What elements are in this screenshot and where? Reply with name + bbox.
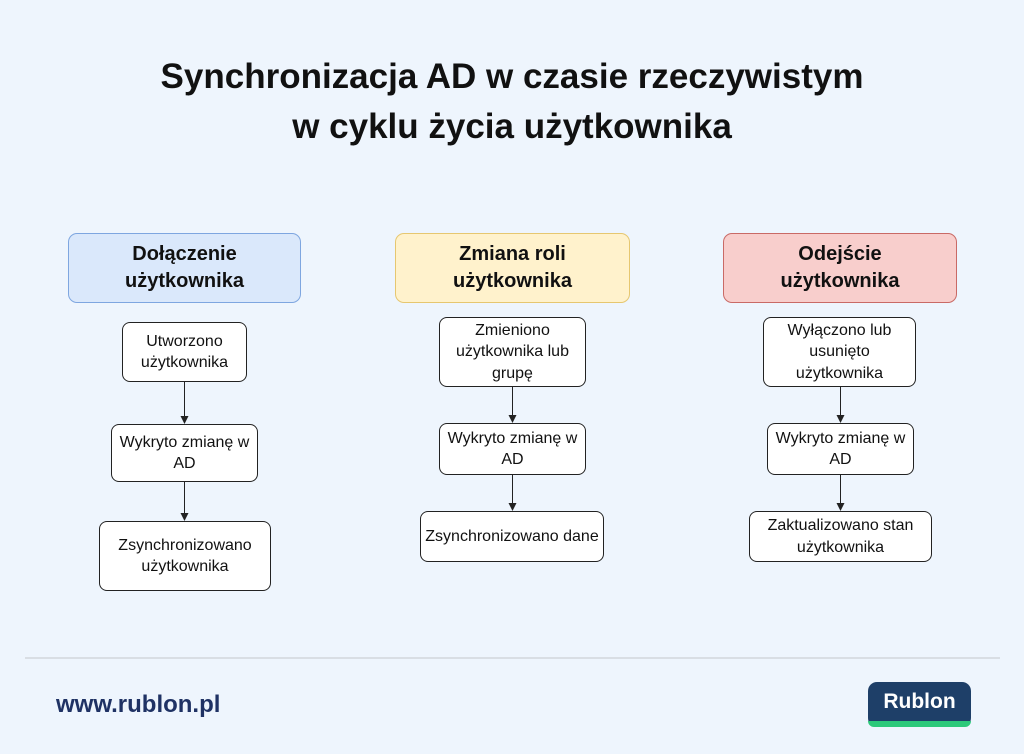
leave-step-detected: Wykryto zmianę w AD xyxy=(767,423,914,475)
role-step-changed: Zmieniono użytkownika lub grupę xyxy=(439,317,586,387)
leave-step-disabled: Wyłączono lub usunięto użytkownika xyxy=(763,317,916,387)
column-header-join-line-1: Dołączenie xyxy=(132,243,237,265)
footer-divider xyxy=(25,657,1000,659)
join-step-synced: Zsynchronizowano użytkownika xyxy=(99,521,271,591)
rublon-logo-accent-bar xyxy=(868,721,971,727)
join-step-detected: Wykryto zmianę w AD xyxy=(111,424,258,482)
role-step-synced: Zsynchronizowano dane xyxy=(420,511,604,562)
leave-step-updated: Zaktualizowano stan użytkownika xyxy=(749,511,932,562)
column-header-leave-line-2: użytkownika xyxy=(780,270,900,292)
column-header-leave-line-1: Odejście xyxy=(798,243,882,265)
join-step-created: Utworzono użytkownika xyxy=(122,322,247,382)
column-header-join-line-2: użytkownika xyxy=(125,270,244,292)
rublon-logo xyxy=(868,682,971,727)
rublon-logo-text: Rublon xyxy=(883,689,956,713)
role-step-detected: Wykryto zmianę w AD xyxy=(439,423,586,475)
title-line-1: Synchronizacja AD w czasie rzeczywistym xyxy=(160,57,864,96)
column-header-role-change-line-1: Zmiana roli xyxy=(459,243,566,265)
column-header-role-change-line-2: użytkownika xyxy=(453,270,572,292)
title-line-2: w cyklu życia użytkownika xyxy=(292,107,732,146)
site-url-link[interactable]: www.rublon.pl xyxy=(56,691,221,718)
